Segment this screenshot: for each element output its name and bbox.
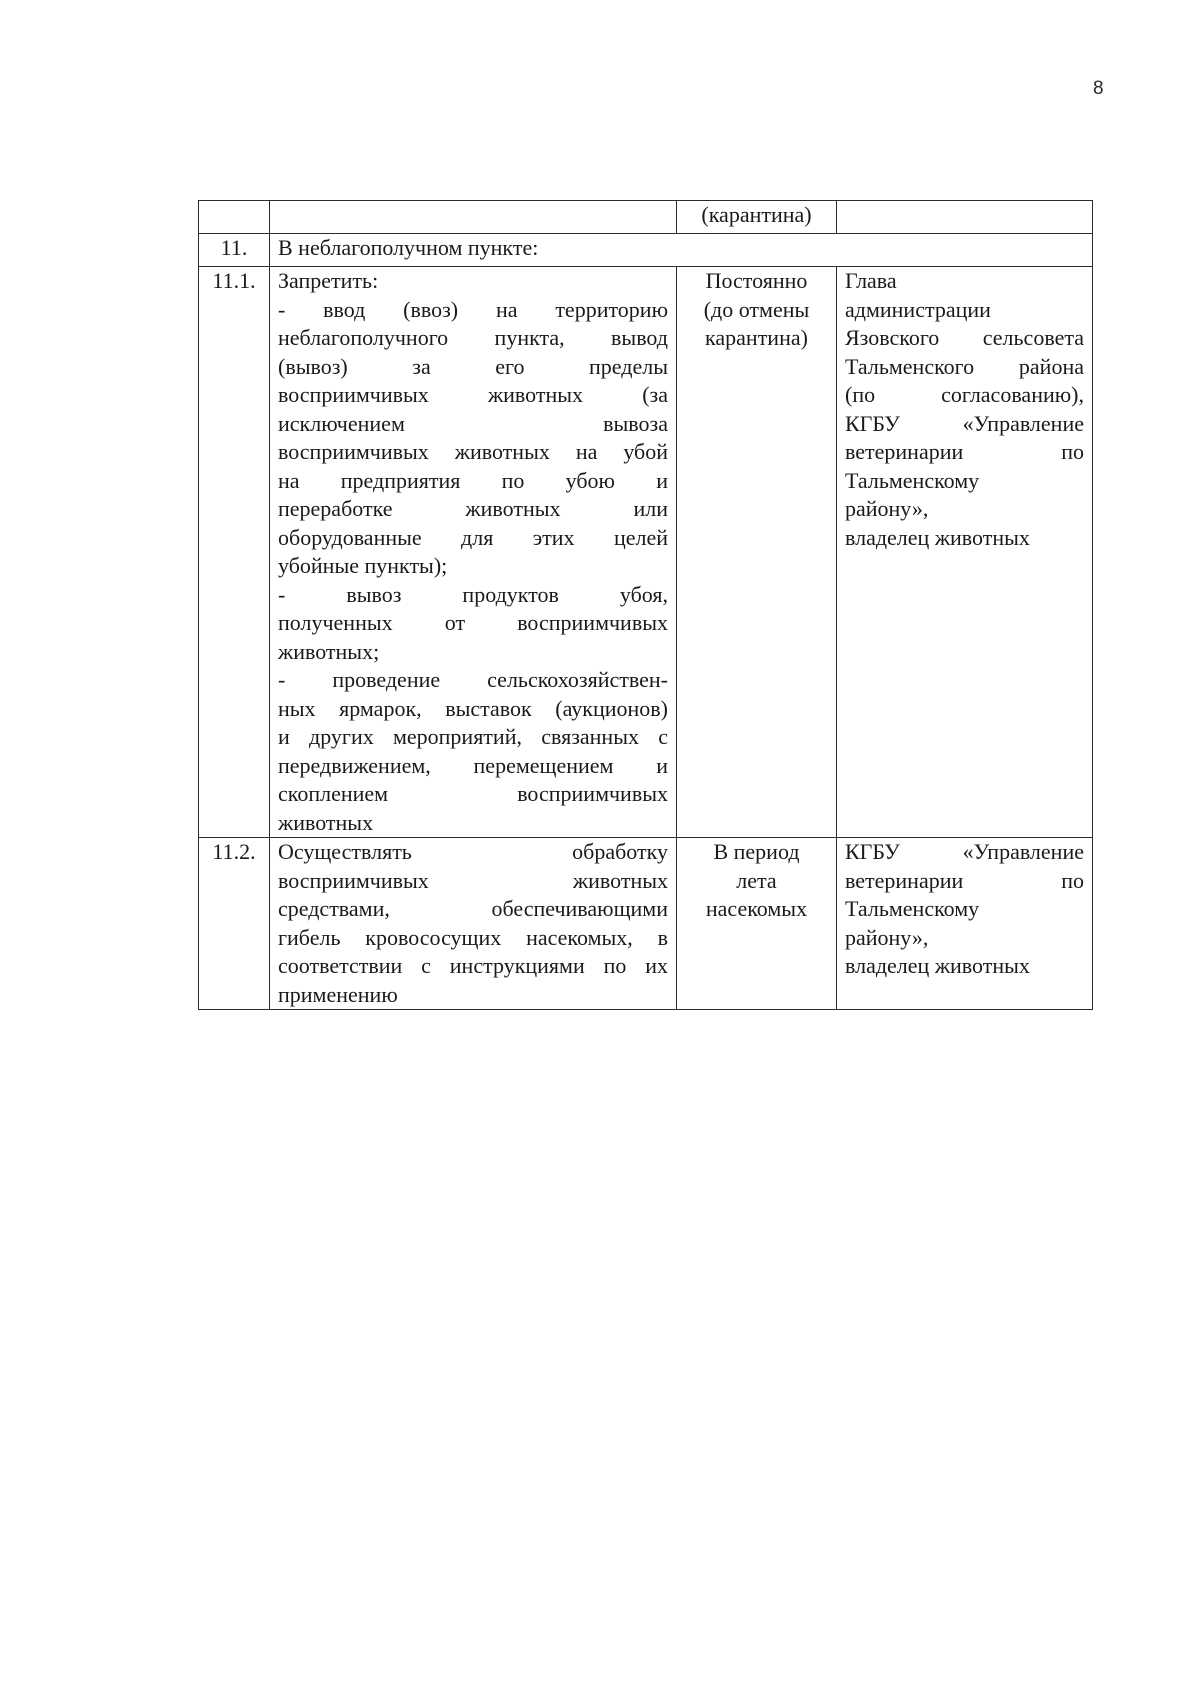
action-line: скоплением восприимчивых [278, 781, 668, 806]
action-line: средствами, обеспечивающими [278, 896, 668, 921]
action-cell [270, 838, 677, 1010]
responsible-cell [837, 201, 1093, 234]
action-line: и других мероприятий, связанных с [278, 724, 668, 749]
action-line: восприимчивых животных (за [278, 382, 668, 407]
responsible-line: Тальменского района [845, 353, 1084, 379]
responsible-line: КГБУ «Управление [845, 410, 1084, 436]
responsible-cell [837, 838, 1093, 1010]
action-line: восприимчивых животных [278, 867, 668, 893]
responsible-line: Глава [845, 268, 897, 293]
responsible-line: владелец животных [845, 524, 1030, 550]
action-cell [270, 267, 677, 838]
term-line: (до отмены [703, 296, 810, 322]
term-line: лета [736, 867, 777, 893]
row-number-cell: 11.2. [199, 838, 270, 1010]
responsible-line: району», [845, 924, 929, 950]
action-line: оборудованные для этих целей [278, 524, 668, 550]
responsible-line: ветеринарии по [845, 867, 1084, 893]
action-line: (вывоз) за его пределы [278, 353, 668, 379]
page-number: 8 [1093, 78, 1104, 99]
action-line: - вывоз продуктов убоя, [278, 581, 668, 607]
responsible-line: (по согласованию), [845, 382, 1084, 407]
responsible-line: району», [845, 496, 929, 521]
responsible-line: ветеринарии по [845, 439, 1084, 464]
term-cell [677, 267, 837, 838]
action-cell [270, 201, 677, 234]
action-line: полученных от восприимчивых [278, 610, 668, 635]
responsible-line: КГБУ «Управление [845, 839, 1084, 864]
action-line: переработке животных или [278, 496, 668, 521]
action-line: применению [278, 981, 398, 1007]
action-line: животных; [278, 638, 380, 664]
term-cell [677, 838, 837, 1010]
term-line: насекомых [705, 896, 808, 921]
table-row [199, 234, 1093, 267]
responsible-line: владелец животных [845, 953, 1030, 978]
action-line: гибель кровососущих насекомых, в [278, 924, 668, 950]
term-line: В период [713, 839, 800, 864]
measures-table [198, 200, 1093, 1010]
action-line: передвижением, перемещением и [278, 752, 668, 778]
action-line: Осуществлять обработку [278, 839, 668, 864]
action-line: неблагополучного пункта, вывод [278, 325, 668, 350]
action-line: на предприятия по убою и [278, 467, 668, 493]
responsible-line: администрации [845, 296, 991, 322]
action-line: - проведение сельскохозяйствен- [278, 667, 668, 692]
term-line: карантина) [705, 325, 808, 350]
action-line: животных [278, 809, 374, 835]
action-line: - ввод (ввоз) на территорию [278, 296, 668, 322]
row-number-cell: 11.1. [199, 267, 270, 838]
row-number-cell [199, 201, 270, 234]
action-line: восприимчивых животных на убой [278, 439, 668, 464]
row-number-cell: 11. [199, 234, 270, 267]
responsible-line: Тальменскому [845, 896, 980, 921]
table-row [199, 838, 1093, 1010]
action-line: исключением вывоза [278, 410, 668, 436]
responsible-line: Язовского сельсовета [845, 325, 1084, 350]
responsible-cell [837, 267, 1093, 838]
table-row [199, 267, 1093, 838]
action-line: ных ярмарок, выставок (аукционов) [278, 695, 668, 721]
action-line: соответствии с инструкциями по их [278, 953, 668, 978]
responsible-line: Тальменскому [845, 467, 980, 493]
action-line: убойные пункты); [278, 553, 448, 578]
action-line: Запретить: [278, 268, 379, 293]
section-heading-cell: В неблагополучном пункте: [270, 234, 1093, 267]
term-cell: (карантина) [677, 201, 837, 234]
table-row [199, 201, 1093, 234]
term-line: Постоянно [705, 268, 808, 293]
